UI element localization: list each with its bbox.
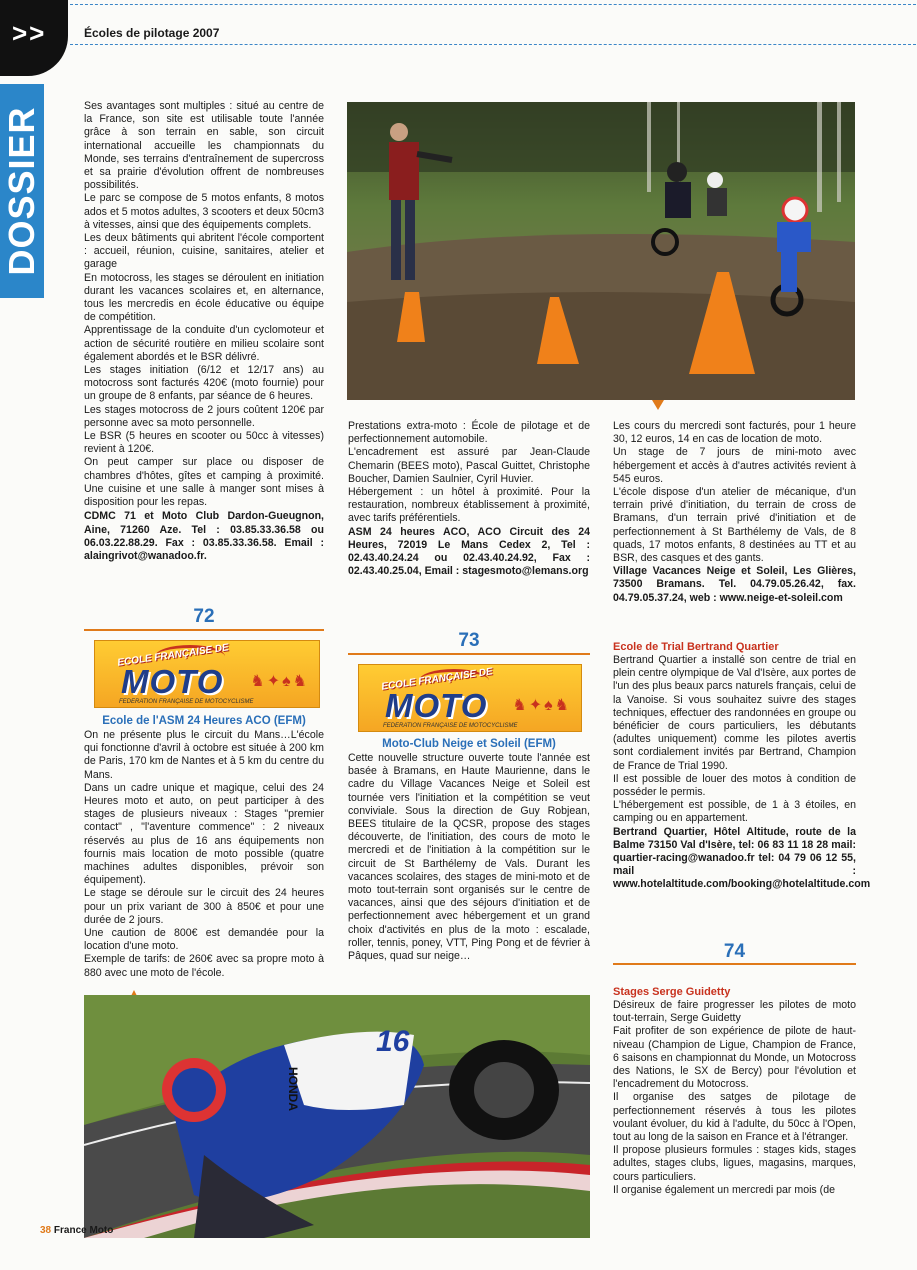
col3-paragraphs (613, 420, 856, 565)
paragraph: L'encadrement est assuré par Jean-Claude Chemarin (BEES moto), Pascal Guittet, Christophe Boucher, Damien Saulnier, Cyril Huvier. (348, 446, 590, 485)
page-header-title: Écoles de pilotage 2007 (84, 26, 220, 40)
paragraph: Le BSR (5 heures en scooter ou 50cc à vitesses) revient à 120€. (84, 430, 324, 456)
paragraph: Les stages initiation (6/12 et 12/17 ans) au motocross sont facturés 420€ (moto fournie) pour un groupe de 8 enfants, par séance de 6 heures. (84, 364, 324, 403)
corner-badge (0, 0, 68, 76)
paragraph: Un stage de 7 jours de mini-moto avec hébergement et accès à d'autres activités revient à 545 euros. (613, 446, 856, 485)
paragraph: On peut camper sur place ou disposer de chambres d'hôtes, gîtes et camping à proximité. Une cuisine et une salle à manger sont mises à disposition pour les repas. (84, 456, 324, 509)
section-73-rule (348, 653, 590, 655)
paragraph: Les stages motocross de 2 jours coûtent 120€ par personne avec sa moto personnelle. (84, 403, 324, 429)
paragraph: On ne présente plus le circuit du Mans…L'école qui fonctionne d'avril à octobre est située à 200 km de Paris, 170 km de Nantes et à 5 km du centre du Mans. (84, 729, 324, 781)
section-74-text (613, 999, 856, 1197)
page-footer (40, 1225, 113, 1236)
paragraph: Il est possible de louer des motos à condition de posséder le permis. (613, 772, 856, 799)
section-72-rule (84, 629, 324, 631)
photo-pointer-down-icon (652, 400, 664, 410)
column-3-top-text (613, 420, 856, 605)
logo-moto-text: MOTO (121, 663, 224, 700)
paragraph: Une caution de 800€ est demandée pour la location d'une moto. (84, 927, 324, 953)
trial-school-text (613, 654, 871, 892)
col2-contact: ASM 24 heures ACO, ACO Circuit des 24 Heures, 72019 Le Mans Cedex 2, Tel : 02.43.40.24.24 ou 02.43.40.24.92, Fax : 02.43.40.25.04, Email : stagesmoto@lemans.org (348, 525, 590, 578)
paragraph: Exemple de tarifs: de 260€ avec sa propre moto à 880 avec une moto de l'école. (84, 953, 324, 979)
rider-pictograms-icon: ♞✦♠♞ (250, 673, 309, 690)
paragraph: Fait profiter de son expérience de pilote de haut-niveau (Champion de Ligue, Champion de France, 6 saisons en championnat du Monde, un Motocross des Nations, le SX de Bercy) pour l'évolution et l'encadrement du Motocross. (613, 1025, 856, 1091)
section-label: DOSSIER (1, 106, 42, 276)
paragraph: Les cours du mercredi sont facturés, pour 1 heure 30, 12 euros, 14 en cas de location de moto. (613, 420, 856, 446)
trial-paragraphs (613, 654, 856, 826)
paragraph: Dans un cadre unique et magique, celui des 24 Heures moto et auto, on peut participer à des stages de plusieurs niveaux : Stages "premier contact" , "l'aventure commence" : 2 niveaux réservés au plus de 16 ans équipements non fournis mais location de moto possible (quatre machines adultes disponibles, prévoir son équipement). (84, 781, 324, 887)
paragraph: Le stage se déroule sur le circuit des 24 heures pour un prix variant de 300 à 850€ et pour une durée de 2 jours. (84, 887, 324, 926)
section-tag (0, 84, 44, 298)
logo-federation-text: FEDERATION FRANÇAISE DE MOTOCYCLISME (383, 723, 518, 729)
paragraph: Ses avantages sont multiples : situé au centre de la France, son site est utilisable toute l'année grâce à son terrain en sable, son circuit international accueille les championnats du Monde, ses terrains d'entraînement de supercross et sa prairie d'évolution offrent de nombreuses possibilités. (84, 100, 324, 192)
section-74-rule (613, 963, 856, 965)
paragraph: Prestations extra-moto : École de pilotage et de perfectionnement automobile. (348, 420, 590, 446)
paragraph: En motocross, les stages se déroulent en initiation durant les vacances scolaires et, en alternance, tous les mercredis en école éducative ou équipe de compétition. (84, 271, 324, 324)
section-72-text (84, 729, 324, 980)
ecole-francaise-moto-logo (94, 640, 320, 708)
paragraph: Il propose plusieurs formules : stages kids, stages adultes, stages clubs, ligues, magasins, marques, cours particuliers. (613, 1144, 856, 1183)
bike-brand-text: HONDA (286, 1067, 300, 1111)
col2-paragraphs (348, 420, 590, 526)
logo-ecole-text: ECOLE FRANÇAISE DE (380, 666, 494, 693)
section-74-number: 74 (723, 941, 746, 962)
section-72-title: Ecole de l'ASM 24 Heures ACO (EFM) (102, 715, 306, 727)
col1-contact: CDMC 71 et Moto Club Dardon-Gueugnon, Aine, 71260 Aze. Tel : 03.85.33.36.58 ou 06.03.22.88.29. Fax : 03.85.33.36.58. Email : alaingrivot@wanadoo.fr. (84, 510, 324, 562)
col3-contact: Village Vacances Neige et Soleil, Les Glières, 73500 Bramans. Tel. 04.79.05.26.42, fax. 04.79.05.37.24, web : www.neige-et-soleil.com (613, 565, 856, 604)
paragraph: Hébergement : un hôtel à proximité. Pour la restauration, nombreux établissement à proximité, avec tarifs préférentiels. (348, 486, 590, 525)
col1-paragraphs (84, 100, 324, 509)
paragraph: Le parc se compose de 5 motos enfants, 8 motos ados et 5 motos adultes, 3 scooters et deux 50cm3 à vitesses, ainsi que des équipements complets. (84, 192, 324, 231)
logo-ecole-text: ECOLE FRANÇAISE DE (116, 642, 230, 669)
column-2-top-text (348, 420, 590, 578)
header-dashed-rule (70, 44, 916, 45)
magazine-name: France Moto (53, 1225, 114, 1236)
paragraph: Désireux de faire progresser les pilotes de moto tout-terrain, Serge Guidetty (613, 999, 856, 1025)
rider-pictograms-icon: ♞✦♠♞ (512, 697, 571, 714)
bike-number-text: 16 (376, 1025, 410, 1058)
trial-school-title: Ecole de Trial Bertrand Quartier (613, 641, 779, 653)
ecole-francaise-moto-logo-2 (358, 664, 582, 732)
top-dashed-rule (70, 4, 916, 5)
section-72-number: 72 (193, 606, 215, 627)
paragraph: Il organise également un mercredi par mois (de (613, 1183, 835, 1196)
logo-moto-text: MOTO (385, 687, 488, 724)
section-73-number: 73 (458, 630, 480, 651)
column-1-text (84, 100, 324, 563)
section-73-text (348, 752, 590, 963)
paragraph: L'école dispose d'un atelier de mécanique, d'un terrain privé d'initiation, du terrain de cross de Bramans, d'un terrain privé d'initiation et de perfectionnement à St Barthélemy de Vals, de 8 quads, 17 motos enfants, 8 destinées au TT et au BSR, des casques et des gants. (613, 486, 856, 565)
paragraph: Il organise des satges de pilotage de perfectionnement réservés à tous les pilotes voulant évoluer, du kid à l'adulte, du 50cc à l'Open, tout au long de la saison en France et à l'étranger. (613, 1091, 856, 1144)
paragraph: Apprentissage de la conduite d'un cyclomoteur et action de sécurité routière en milieu scolaire sont également abordés et le BSR délivré. (84, 324, 324, 363)
racing-bike-photo (84, 995, 590, 1238)
trial-contact: Bertrand Quartier, Hôtel Altitude, route de la Balme 73150 Val d'Isère, tel: 06 83 11 18 28 mail: quartier-racing@wanadoo.fr tel: 04 79 06 12 55, mail : www.hotelaltitude.com/booking@hotelaltitude.com (613, 825, 871, 891)
paragraph: L'hébergement est possible, de 1 à 3 étoiles, en camping ou en appartement. (613, 799, 856, 825)
paragraph: Les deux bâtiments qui abritent l'école comportent : accueil, réunion, cuisine, sanitaires, atelier et garage (84, 232, 324, 271)
logo-federation-text: FEDERATION FRANÇAISE DE MOTOCYCLISME (119, 699, 254, 705)
corner-mark: >> (12, 18, 47, 48)
paragraph: Bertrand Quartier a installé son centre de trial en plein centre olympique de Val d'Isère, aux portes de l'un des plus beaux parcs naturels français, celui de la Vanoise. Si vous souhaitez suivre des stages techniques, effectuer des randonnées en groupe ou bénéficier de cours particuliers, les débutants (adultes uniquement) comme les pilotes avertis sont cordialement invités par Bertrand, Champion de France de Trial 1990. (613, 654, 856, 772)
page-number: 38 (40, 1225, 52, 1236)
section-73-title: Moto-Club Neige et Soleil (EFM) (382, 738, 556, 750)
kids-motocross-photo (347, 102, 855, 400)
section-73-paragraph: Cette nouvelle structure ouverte toute l'année est basée à Bramans, en Haute Maurienne, dans le cadre du Village Vacances Neige et Soleil est tournée vers l'initiation et la compétition se veut conviviale. Sous la direction de Guy Robjean, BEES titulaire de la QCSR, propose des stages découverte, de l'initiation, des cours de moto le mercredi et de l'initiation à la compétition sur le circuit de St Barthélemy de Vals. Durant les vacances scolaires, des stages de mini-moto et de moto tout-terrain sont organisés sur le centre de vacances, ainsi que des séjours d'initiation et de perfectionnement avec hébergement et un grand choix d'activités en plus de la moto : escalade, roller, tennis, poney, VTT, Ping Pong et de février à Pâques, quad sur neige… (348, 752, 590, 963)
section-74-title: Stages Serge Guidetty (613, 986, 731, 998)
